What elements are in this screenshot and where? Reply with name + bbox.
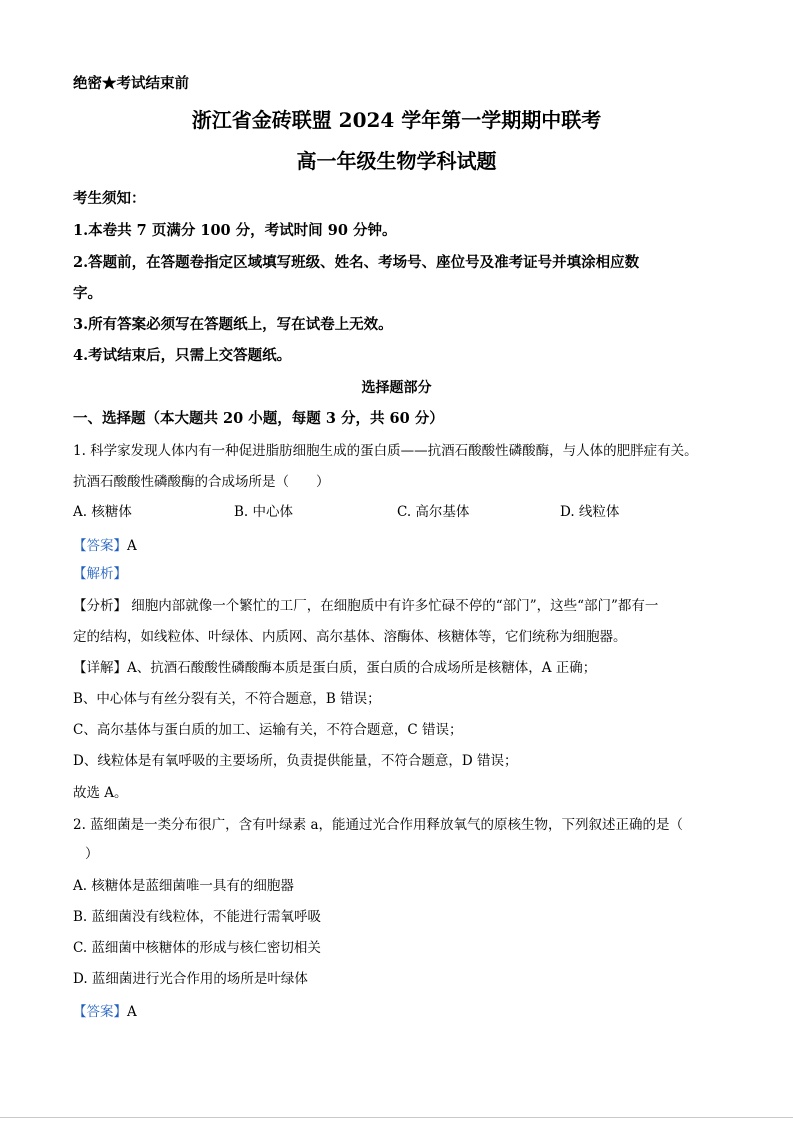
q1-answer-value: A <box>127 538 137 554</box>
q1-option-d: D. 线粒体 <box>560 504 620 520</box>
q1-detail-d: D、线粒体是有氧呼吸的主要场所，负责提供能量，不符合题意，D 错误； <box>73 753 518 769</box>
q1-detail-b: B、中心体与有丝分裂有关，不符合题意，B 错误； <box>73 691 381 707</box>
answer-tag: 【答案】 <box>73 1004 127 1020</box>
q1-stem-line1: 1. 科学家发现人体内有一种促进脂肪细胞生成的蛋白质——抗酒石酸酸性磷酸酶，与人体的肥胖症有关。 <box>73 443 698 459</box>
q1-detail-text: A、抗酒石酸酸性磷酸酶本质是蛋白质，蛋白质的合成场所是核糖体，A 正确； <box>127 660 597 676</box>
page-bottom-divider <box>0 1117 793 1118</box>
part-title: 选择题部分 <box>361 380 432 396</box>
q1-conclusion: 故选 A。 <box>73 785 128 801</box>
notice-item-4: 4.考试结束后，只需上交答题纸。 <box>73 347 292 364</box>
q1-answer-line <box>73 537 137 555</box>
q2-stem-line2: ） <box>85 846 99 862</box>
notice-item-2-cont: 字。 <box>73 285 102 302</box>
q1-option-a: A. 核糖体 <box>73 504 132 520</box>
notice-item-1: 1.本卷共 7 页满分 100 分，考试时间 90 分钟。 <box>73 222 397 239</box>
xiangjie-tag: 【详解】 <box>73 660 127 676</box>
analysis-tag: 【解析】 <box>73 566 127 582</box>
q2-option-d: D. 蓝细菌进行光合作用的场所是叶绿体 <box>73 971 308 987</box>
q1-detail-line1 <box>73 659 596 677</box>
fenxi-tag: 【分析】 <box>73 598 127 614</box>
secret-label: 绝密★考试结束前 <box>73 75 189 92</box>
q2-option-b: B. 蓝细菌没有线粒体，不能进行需氧呼吸 <box>73 909 322 925</box>
q2-option-a: A. 核糖体是蓝细菌唯一具有的细胞器 <box>73 878 294 894</box>
exam-subtitle: 高一年级生物学科试题 <box>296 149 497 173</box>
q2-option-c: C. 蓝细菌中核糖体的形成与核仁密切相关 <box>73 940 321 956</box>
answer-tag: 【答案】 <box>73 538 127 554</box>
notice-item-3: 3.所有答案必须写在答题纸上，写在试卷上无效。 <box>73 316 393 333</box>
notice-item-2: 2.答题前，在答题卷指定区域填写班级、姓名、考场号、座位号及准考证号并填涂相应数 <box>73 254 640 271</box>
q2-stem-line1: 2. 蓝细菌是一类分布很广，含有叶绿素 a，能通过光合作用释放氧气的原核生物，下列叙述正确的是（ <box>73 817 684 833</box>
q1-option-c: C. 高尔基体 <box>397 504 470 520</box>
q1-fenxi-line1 <box>73 597 658 615</box>
q2-answer-value: A <box>127 1004 137 1020</box>
q1-option-b: B. 中心体 <box>234 504 294 520</box>
notice-heading: 考生须知： <box>73 190 146 207</box>
section-heading: 一、选择题（本大题共 20 小题，每题 3 分，共 60 分） <box>73 410 444 427</box>
q1-fenxi-text: 细胞内部就像一个繁忙的工厂，在细胞质中有许多忙碌不停的“部门”，这些“部门”都有一 <box>127 598 659 614</box>
q1-fenxi-line2: 定的结构，如线粒体、叶绿体、内质网、高尔基体、溶酶体、核糖体等，它们统称为细胞器。 <box>73 629 627 645</box>
exam-title: 浙江省金砖联盟 2024 学年第一学期期中联考 <box>191 108 602 132</box>
q1-stem-line2: 抗酒石酸酸性磷酸酶的合成场所是（ ） <box>73 474 330 490</box>
q1-detail-c: C、高尔基体与蛋白质的加工、运输有关，不符合题意，C 错误； <box>73 722 463 738</box>
q2-answer-line <box>73 1003 137 1021</box>
